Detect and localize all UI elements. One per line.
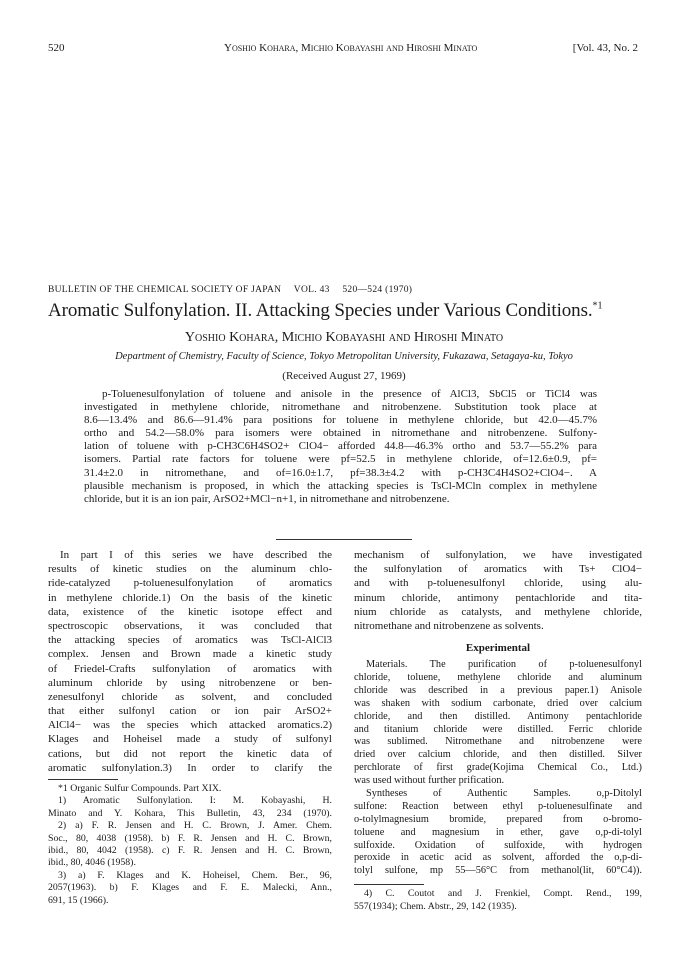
footnote-line: 1) Aromatic Sulfonylation. I: M. Kobayashi, H.: [58, 795, 332, 807]
running-header: [48, 42, 638, 56]
body-line: the sulfonylation of aromatics with Ts+ ClO4−: [354, 563, 642, 576]
body-line: zenesulfonyl chloride as solvent, and concluded: [48, 690, 332, 703]
footnote-divider: [48, 779, 118, 780]
journal-name: BULLETIN OF THE CHEMICAL SOCIETY OF JAPAN: [48, 285, 282, 295]
experimental-line: peroxide in acetic acid as solvent, afforded the o,p-di-: [354, 852, 642, 864]
footnote-line: 557(1934); Chem. Abstr., 29, 142 (1935).: [354, 900, 517, 912]
experimental-line: dried over calcium chloride, and then distilled. Silver: [354, 749, 642, 761]
footnote-line: 4) C. Coutot and J. Frenkiel, Compt. Rend., 199,: [364, 888, 642, 900]
experimental-line: was sublimed. Nitromethane and nitrobenzene were: [354, 736, 642, 748]
body-line: that either sulfonyl cation or ion pair ArSO2+: [48, 705, 332, 718]
footnote-line: Minato and Y. Kohara, This Bulletin, 43, 234 (1970).: [48, 807, 332, 819]
abstract-line: 31.4±2.0 in nitromethane, and of=16.0±1.7, pf=38.3±4.2 with p-CH3C4H4SO2+ClO4−. A: [84, 466, 597, 479]
experimental-line: toluene and magnesium in ether, gave o,p-di-tolyl: [354, 826, 642, 838]
experimental-line: perchlorate of first grade(Kojima Chemical Co., Ltd.): [354, 762, 642, 774]
footnote-line: 2) a) F. R. Jensen and H. C. Brown, J. Amer. Chem.: [58, 820, 332, 832]
body-line: and with p-toluenesulfonyl chloride, using alu-: [354, 577, 642, 590]
body-line: cations, but did not report the kinetic data of: [48, 747, 332, 760]
experimental-heading: Experimental: [465, 642, 531, 655]
body-line: in methylene chloride.1) On the basis of the kinetic: [48, 591, 332, 604]
paper-title: [48, 300, 648, 322]
right-column: [354, 548, 642, 913]
abstract-line: chloride, but it is an ion pair, ArSO2+MCl−n+1, in nitromethane and nitrobenzene.: [84, 492, 450, 505]
abstract: [84, 388, 597, 506]
title-text: Aromatic Sulfonylation. II. Attacking Species under Various Conditions.: [48, 300, 593, 321]
footnotes: [48, 783, 332, 907]
experimental-section: [354, 659, 642, 878]
footnote-line: 3) a) F. Klages and K. Hoheisel, Chem. Ber., 96,: [58, 869, 332, 881]
section-divider: [276, 539, 412, 540]
journal-pages: 520—524 (1970): [342, 285, 413, 295]
page-number: 520: [48, 42, 65, 54]
experimental-line: chloride was described in a previous paper.1) Anisole: [354, 684, 642, 696]
body-line: Klages and Hoheisel made a study of sulfonyl: [48, 733, 332, 746]
body-line: AlCl4− was the species which attacked aromatics.2): [48, 719, 332, 732]
footnote-line: *1 Organic Sulfur Compounds. Part XIX.: [58, 783, 222, 794]
body-line: nitromethane and nitrobenzene as solvents.: [354, 619, 544, 632]
footnote-line: ibid., 80, 4042 (1958). c) F. R. Jensen and H. C. Brown,: [48, 844, 332, 856]
experimental-line: o-tolylmagnesium bromide, prepared from o-bromo-: [354, 813, 642, 825]
footnote-line: 2057(1963). b) F. Klages and F. E. Malecki, Ann.,: [48, 882, 332, 894]
abstract-line: 8.6—13.4% and 86.6—91.4% para positions for toluene in methylene chloride, but 42.0—45.7%: [84, 414, 597, 427]
abstract-line: lation of toluene with p-CH3C6H4SO2+ ClO4− afforded 44.8—46.3% ortho and 53.7—55.2% para: [84, 440, 597, 453]
body-line: aluminum chloride by using nitrobenzene or ben-: [48, 676, 332, 689]
body-line: complex. Jensen and Brown made a kinetic study: [48, 648, 332, 661]
body-line: spectroscopic observations, it was concluded that: [48, 619, 332, 632]
running-header-authors: Yoshio Kohara, Michio Kobayashi and Hiroshi Minato: [224, 42, 478, 54]
journal-volume: VOL. 43: [293, 285, 330, 295]
body-line: of Friedel-Crafts sulfonylation of aromatics with: [48, 662, 332, 675]
running-header-volume: [Vol. 43, No. 2: [572, 42, 638, 54]
experimental-line: Materials. The purification of p-toluenesulfonyl: [366, 659, 642, 671]
authors: Yoshio Kohara, Michio Kobayashi and Hiroshi Minato: [184, 330, 504, 345]
body-line: nium chloride as catalysts, and methylene chloride,: [354, 605, 642, 618]
affiliation: Department of Chemistry, Faculty of Science, Tokyo Metropolitan University, Fukazawa, Setagaya-ku, Tokyo: [115, 351, 573, 362]
body-line: mechanism of sulfonylation, we have investigated: [354, 549, 642, 561]
experimental-line: chloride, toluene, methylene chloride and aluminum: [354, 672, 642, 684]
body-line: the attacking species of aromatics was TsCl-AlCl3: [48, 634, 332, 647]
footnotes: [354, 888, 642, 913]
footnote-divider: [354, 884, 424, 885]
experimental-line: sulfone: Reaction between ethyl p-toluenesulfinate and: [354, 800, 642, 812]
body-line: minum chloride, antimony pentachloride and tita-: [354, 591, 642, 604]
body-line: results of kinetic studies on the aluminum chlo-: [48, 563, 332, 576]
abstract-line: plausible mechanism is proposed, in which the attacking species is TsCl-MCln complex in methylene: [84, 479, 597, 492]
footnote-line: Soc., 80, 4038 (1958). b) F. R. Jensen and H. C. Brown,: [48, 832, 332, 844]
experimental-line: sulfoxide. Oxidation of sulfoxide, with hydrogen: [354, 839, 642, 851]
footnote-line: 691, 15 (1966).: [48, 894, 109, 906]
experimental-line: was used without further prification.: [354, 775, 505, 787]
abstract-line: p-Toluenesulfonylation of toluene and anisole in the presence of AlCl3, SbCl5 or TiCl4 was: [102, 388, 597, 400]
experimental-line: tolyl sulfone, mp 55—56°C from methanol(lit, 60°C4)).: [354, 865, 642, 877]
footnote-line: ibid., 80, 4046 (1958).: [48, 857, 136, 869]
abstract-line: isomers. Partial rate factors for toluene were pf=52.5 in methylene chloride, of=12.6±0.9, pf=: [84, 453, 597, 466]
experimental-line: was shaken with sodium carbonate, dried over calcium: [354, 697, 642, 709]
body-line: ride-catalyzed p-toluenesulfonylation of aromatics: [48, 577, 332, 590]
experimental-line: and titanium chloride were distilled. Ferric chloride: [354, 723, 642, 735]
journal-line: [48, 285, 468, 295]
abstract-line: investigated in methylene chloride, nitromethane and nitrobenzene. Substitution took place at: [84, 401, 597, 414]
body-line: In part I of this series we have described the: [60, 549, 332, 561]
experimental-line: chloride, and then distilled. Antimony pentachloride: [354, 710, 642, 722]
left-column: [48, 548, 332, 907]
received-date: (Received August 27, 1969): [282, 370, 406, 382]
experimental-line: Syntheses of Authentic Samples. o,p-Ditolyl: [366, 788, 642, 800]
title-footnote-mark: *1: [592, 300, 603, 312]
body-line: aromatic sulfonylation.3) In order to clarify the: [48, 761, 332, 774]
body-line: data, existence of the kinetic isotope effect and: [48, 605, 332, 618]
abstract-line: ortho and 54.2—58.0% para isomers were obtained in nitromethane and nitrobenzene. Sulfony-: [84, 427, 597, 440]
